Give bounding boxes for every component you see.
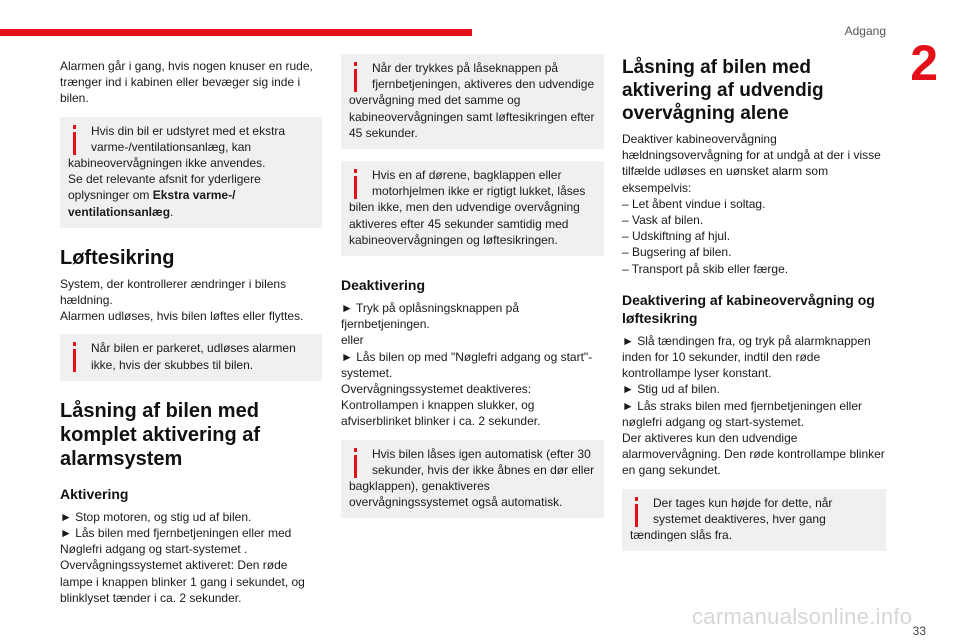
step: ► Tryk på oplåsningsknappen på fjernbetjeningen. <box>341 301 519 332</box>
chapter-number: 2 <box>910 35 938 91</box>
info-note <box>341 54 604 149</box>
paragraph: Der aktiveres kun den udvendige alarmovervågning. Den røde kontrollampe blinker en gang sekundet. <box>622 431 885 478</box>
step: ► Lås bilen op med "Nøglefri adgang og start"-systemet. <box>341 349 593 380</box>
list-item: – Bugsering af bilen. <box>622 245 732 260</box>
info-icon <box>630 497 643 527</box>
heading-deaktivering: Deaktivering <box>341 277 426 294</box>
info-icon <box>68 125 81 155</box>
info-note <box>622 489 886 552</box>
paragraph: Deaktiver kabineovervågning hældningsovervågning for at undgå at der i visse tilfælde udløses en uønsket alarm som eksempelvis: <box>622 132 881 195</box>
note-text: Hvis bilen låses igen automatisk (efter 30 sekunder, hvis der ikke åbnes en dør eller bagklappen), genaktiveres overvågningssystemet også automatisk. <box>349 446 595 510</box>
note-text: Se det relevante afsnit for yderligere oplysninger om <box>68 172 261 203</box>
heading-aktivering: Aktivering <box>60 485 129 502</box>
column-3 <box>622 56 886 563</box>
page-number: 33 <box>912 624 926 638</box>
header-red-bar <box>0 29 472 36</box>
info-icon <box>68 342 81 372</box>
info-note <box>60 117 322 228</box>
info-icon <box>349 62 362 92</box>
list-item: – Transport på skib eller færge. <box>622 261 789 276</box>
step: ► Slå tændingen fra, og tryk på alarmknappen inden for 10 sekunder, indtil den røde kontrollampe lyser konstant. <box>622 333 871 381</box>
info-note <box>341 440 604 519</box>
note-bold-ref: Ekstra varme-/ ventilationsanlæg <box>68 188 236 219</box>
intro-paragraph: Alarmen går i gang, hvis nogen knuser en rude, trænger ind i kabinen eller bevæger sig inde i bilen. <box>60 59 313 106</box>
watermark: carmanualsonline.info <box>692 604 913 629</box>
info-icon <box>349 448 362 478</box>
column-1 <box>60 58 322 606</box>
note-text: Når bilen er parkeret, udløses alarmen ikke, hvis der skubbes til bilen. <box>91 341 296 372</box>
note-text: Der tages kun højde for dette, når systemet deaktiveres, hver gang tændingen slås fra. <box>630 495 833 543</box>
list-item: – Vask af bilen. <box>622 213 704 228</box>
step: ► Stig ud af bilen. <box>622 382 720 397</box>
note-text: Når der trykkes på låseknappen på fjernbetjeningen, aktiveres den udvendige overvågning med det samme og kabineovervågningen samt løftesikringen efter 45 sekunder. <box>349 61 595 140</box>
heading-deaktivering-kabine: Deaktivering af kabineovervågning og løftesikring <box>622 291 875 326</box>
step: ► Lås straks bilen med fjernbetjeningen eller nøglefri adgang og start-systemet. <box>622 398 863 429</box>
note-text: Hvis din bil er udstyret med et ekstra varme-/ventilationsanlæg, kan kabineovervågningen ikke anvendes. <box>68 123 286 171</box>
heading-komplet-aktivering: Låsning af bilen med komplet aktivering af alarmsystem <box>60 399 261 470</box>
list-item: – Udskiftning af hjul. <box>622 229 731 244</box>
note-text: Hvis en af dørene, bagklappen eller motorhjelmen ikke er rigtigt lukket, låses bilen ikke, men den udvendige overvågning aktiveres efter 45 sekunder samtidig med kabineovervågningen og løftesikringen. <box>349 168 586 247</box>
paragraph: Alarmen udløses, hvis bilen løftes eller flyttes. <box>60 309 304 324</box>
column-2 <box>341 54 604 530</box>
paragraph: Overvågningssystemet aktiveret: Den røde lampe i knappen blinker 1 gang i sekundet, og blinklyset tænder i ca. 2 sekunder. <box>60 558 305 605</box>
paragraph: eller <box>341 333 364 348</box>
section-title: Adgang <box>844 24 886 38</box>
list-item: – Let åbent vindue i soltag. <box>622 196 766 211</box>
paragraph: System, der kontrollerer ændringer i bilens hældning. <box>60 276 287 308</box>
step: ► Lås bilen med fjernbetjeningen eller med Nøglefri adgang og start-systemet . <box>60 526 292 557</box>
info-note <box>60 334 322 380</box>
step: ► Stop motoren, og stig ud af bilen. <box>60 509 252 524</box>
note-text: . <box>170 204 174 219</box>
paragraph: Overvågningssystemet deaktiveres: Kontrollampen i knappen slukker, og afviserblinket blinker i ca. 2 sekunder. <box>341 382 541 429</box>
heading-loftesikring: Løftesikring <box>60 246 175 269</box>
info-note <box>341 161 604 256</box>
info-icon <box>349 169 362 199</box>
heading-udvendig-overvagning: Låsning af bilen med aktivering af udvendig overvågning alene <box>622 57 824 124</box>
